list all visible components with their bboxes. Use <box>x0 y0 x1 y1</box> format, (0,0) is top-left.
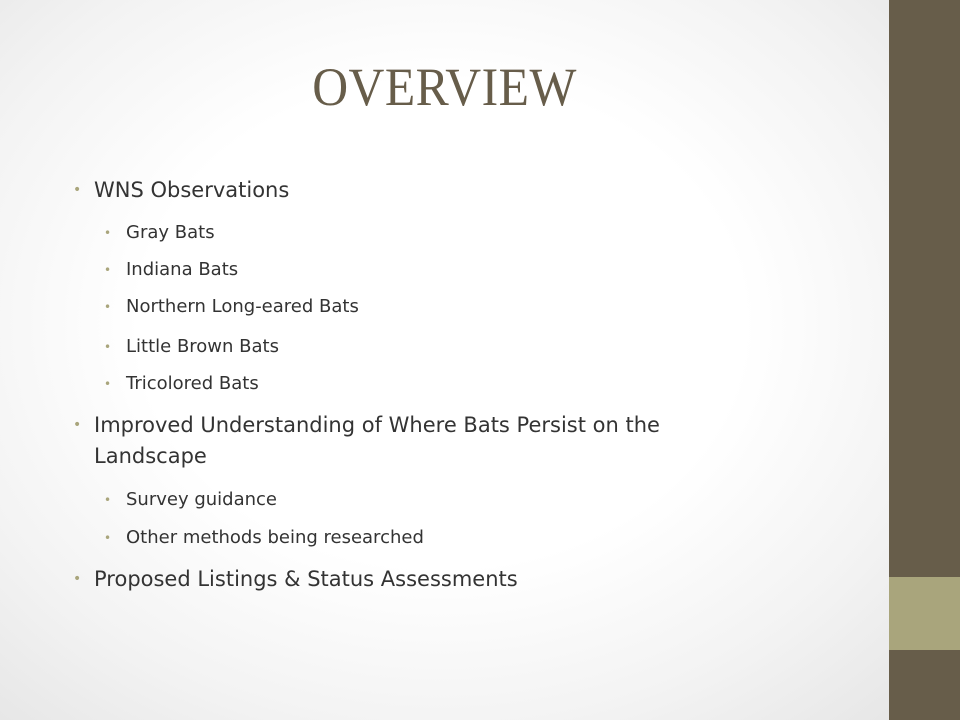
bullet-text: Northern Long-eared Bats <box>126 296 359 317</box>
bullet-wns-observations <box>73 178 290 202</box>
bullet-icon: • <box>73 417 82 433</box>
bullet-icon: • <box>104 531 112 545</box>
bullet-text: Indiana Bats <box>126 259 239 280</box>
sidebar-accent <box>889 577 960 650</box>
bullet-icon: • <box>73 182 82 198</box>
bullet-icon: • <box>73 571 82 587</box>
bullet-icon: • <box>104 263 112 277</box>
bullet-text: Survey guidance <box>126 489 278 510</box>
bullet-icon: • <box>104 377 112 391</box>
bullet-text: Improved Understanding of Where Bats Persist on the Landscape <box>94 413 660 468</box>
bullet-text: Little Brown Bats <box>126 336 279 357</box>
bullet-text: Proposed Listings & Status Assessments <box>94 567 518 591</box>
sub-bullet-little-brown-bats <box>104 336 279 357</box>
sidebar-dark-bottom <box>889 650 960 720</box>
sub-bullet-northern-long-eared-bats <box>104 296 359 317</box>
sub-bullet-other-methods <box>104 527 424 548</box>
bullet-text: Tricolored Bats <box>126 373 259 394</box>
bullet-text: Gray Bats <box>126 222 215 243</box>
slide-title: OVERVIEW <box>312 57 577 117</box>
bullet-text: Other methods being researched <box>126 527 424 548</box>
bullet-icon: • <box>104 226 112 240</box>
bullet-icon: • <box>104 493 112 507</box>
bullet-icon: • <box>104 340 112 354</box>
sub-bullet-tricolored-bats <box>104 373 259 394</box>
bullet-proposed-listings <box>73 567 518 591</box>
sub-bullet-survey-guidance <box>104 489 278 510</box>
bullet-icon: • <box>104 300 112 314</box>
bullet-improved-understanding <box>73 410 754 472</box>
sub-bullet-indiana-bats <box>104 259 239 280</box>
bullet-text: WNS Observations <box>94 178 290 202</box>
sub-bullet-gray-bats <box>104 222 215 243</box>
sidebar-dark-top <box>889 0 960 577</box>
